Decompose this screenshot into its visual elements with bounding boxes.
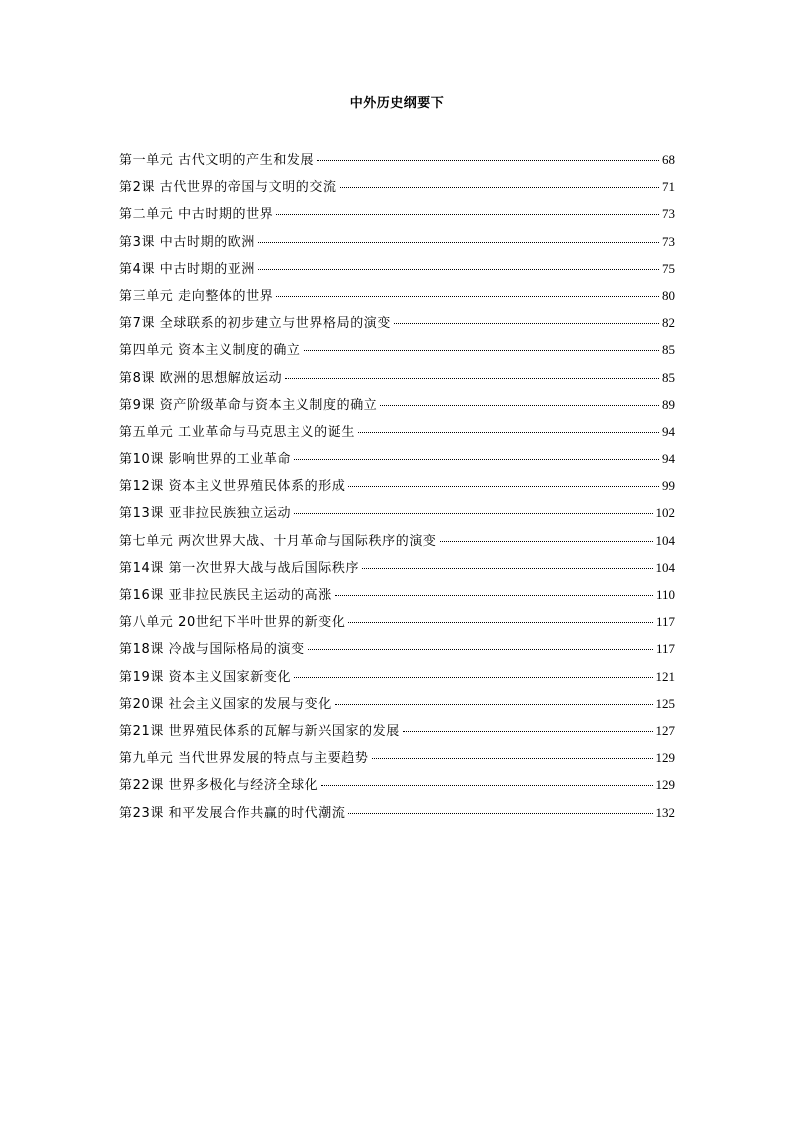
dot-leader xyxy=(294,513,652,514)
dot-leader xyxy=(403,731,653,732)
dot-leader xyxy=(294,677,652,678)
dot-leader xyxy=(348,486,659,487)
toc-entry-title: 第20课 社会主义国家的发展与变化 xyxy=(119,696,332,712)
toc-entry[interactable] xyxy=(119,531,675,558)
toc-entry-page-number: 104 xyxy=(655,559,675,575)
toc-entry-page-number: 71 xyxy=(662,179,675,195)
toc-entry-page-number: 85 xyxy=(662,342,675,358)
toc-entry-title: 第19课 资本主义国家新变化 xyxy=(119,669,292,685)
toc-entry[interactable] xyxy=(119,232,675,259)
toc-entry-title: 第2课 古代世界的帝国与文明的交流 xyxy=(119,180,337,196)
toc-entry-title: 第16课 亚非拉民族民主运动的高涨 xyxy=(119,588,332,603)
toc-entry[interactable] xyxy=(119,775,675,802)
toc-entry-title: 第九单元 当代世界发展的特点与主要趋势 xyxy=(119,751,369,767)
toc-entry-title: 第22课 世界多极化与经济全球化 xyxy=(119,778,319,794)
toc-entry-title: 第八单元 20世纪下半叶世界的新变化 xyxy=(119,615,346,631)
toc-entry-page-number: 68 xyxy=(662,152,675,167)
document-title: 中外历史纲要下 xyxy=(349,96,445,111)
dot-leader xyxy=(394,323,659,324)
dot-leader xyxy=(335,704,653,705)
toc-entry[interactable] xyxy=(119,204,675,231)
toc-entry[interactable] xyxy=(119,476,675,503)
toc-entry[interactable] xyxy=(119,177,675,204)
toc-entry-title: 第21课 世界殖民体系的瓦解与新兴国家的发展 xyxy=(119,723,400,739)
toc-entry-title: 第23课 和平发展合作共赢的时代潮流 xyxy=(119,805,346,821)
toc-entry-title: 第10课 影响世界的工业革命 xyxy=(119,452,292,468)
dot-leader xyxy=(362,568,652,569)
toc-entry-title: 第四单元 资本主义制度的确立 xyxy=(119,343,301,359)
dot-leader xyxy=(276,296,659,297)
toc-entry[interactable] xyxy=(119,667,675,694)
toc-entry-page-number: 117 xyxy=(655,614,675,630)
dot-leader xyxy=(348,622,652,623)
toc-entry[interactable] xyxy=(119,503,675,530)
toc-entry[interactable] xyxy=(119,286,675,313)
toc-entry[interactable] xyxy=(119,803,675,830)
toc-entry[interactable] xyxy=(119,259,675,286)
toc-entry[interactable] xyxy=(119,612,675,639)
dot-leader xyxy=(358,432,659,433)
dot-leader xyxy=(317,160,659,161)
toc-entry-title: 第7课 全球联系的初步建立与世界格局的演变 xyxy=(119,316,392,332)
toc-entry-page-number: 85 xyxy=(662,369,675,385)
toc-entry-page-number: 110 xyxy=(655,587,675,602)
toc-entry-page-number: 89 xyxy=(662,396,675,412)
toc-entry[interactable] xyxy=(119,150,675,177)
toc-entry-page-number: 104 xyxy=(655,532,675,548)
dot-leader xyxy=(340,187,659,188)
toc-entry-page-number: 80 xyxy=(662,287,675,303)
toc-entry[interactable] xyxy=(119,368,675,395)
toc-entry-page-number: 129 xyxy=(655,777,675,793)
toc-entry-title: 第9课 资产阶级革命与资本主义制度的确立 xyxy=(119,397,378,413)
dot-leader xyxy=(258,269,659,270)
toc-entry-title: 第七单元 两次世界大战、十月革命与国际秩序的演变 xyxy=(119,533,437,549)
toc-entry[interactable] xyxy=(119,585,675,612)
toc-entry-page-number: 132 xyxy=(655,804,675,820)
toc-entry-title: 第二单元 中古时期的世界 xyxy=(119,207,274,223)
dot-leader xyxy=(258,242,659,243)
dot-leader xyxy=(321,785,652,786)
toc-entry-title: 第8课 欧洲的思想解放运动 xyxy=(119,370,283,386)
dot-leader xyxy=(372,758,653,759)
toc-entry-page-number: 94 xyxy=(662,423,675,439)
toc-entry-page-number: 125 xyxy=(655,695,675,711)
toc-entry[interactable] xyxy=(119,748,675,775)
toc-entry[interactable] xyxy=(119,395,675,422)
toc-entry-page-number: 73 xyxy=(662,206,675,222)
dot-leader xyxy=(380,405,659,406)
toc-entry-page-number: 94 xyxy=(662,451,675,467)
toc-entry[interactable] xyxy=(119,422,675,449)
toc-entry[interactable] xyxy=(119,313,675,340)
toc-entry[interactable] xyxy=(119,558,675,585)
dot-leader xyxy=(440,541,653,542)
toc-entry-page-number: 117 xyxy=(655,641,675,657)
toc-entry-page-number: 129 xyxy=(655,750,675,766)
toc-entry-title: 第3课 中古时期的欧洲 xyxy=(119,234,256,250)
dot-leader xyxy=(308,649,653,650)
dot-leader xyxy=(335,595,653,596)
toc-entry-page-number: 73 xyxy=(662,233,675,249)
toc-entry-page-number: 82 xyxy=(662,315,675,331)
toc-entry-page-number: 127 xyxy=(655,722,675,738)
toc-entry[interactable] xyxy=(119,694,675,721)
toc-entry-title: 第18课 冷战与国际格局的演变 xyxy=(119,642,305,658)
toc-entry-title: 第五单元 工业革命与马克思主义的诞生 xyxy=(119,424,355,440)
toc-entry-page-number: 121 xyxy=(655,668,675,684)
dot-leader xyxy=(276,214,659,215)
toc-entry-title: 第一单元 古代文明的产生和发展 xyxy=(119,153,315,168)
dot-leader xyxy=(294,459,659,460)
table-of-contents xyxy=(119,150,675,830)
toc-entry-title: 第三单元 走向整体的世界 xyxy=(119,288,274,304)
dot-leader xyxy=(304,350,659,351)
toc-entry-title: 第13课 亚非拉民族独立运动 xyxy=(119,506,292,522)
toc-entry-page-number: 75 xyxy=(662,260,675,276)
dot-leader xyxy=(348,813,652,814)
toc-entry-page-number: 99 xyxy=(662,478,675,494)
toc-entry-title: 第4课 中古时期的亚洲 xyxy=(119,261,256,277)
toc-entry[interactable] xyxy=(119,639,675,666)
toc-entry-title: 第14课 第一次世界大战与战后国际秩序 xyxy=(119,560,360,576)
toc-entry[interactable] xyxy=(119,721,675,748)
toc-entry-page-number: 102 xyxy=(655,505,675,521)
toc-entry-title: 第12课 资本主义世界殖民体系的形成 xyxy=(119,479,346,495)
dot-leader xyxy=(285,378,659,379)
toc-entry[interactable] xyxy=(119,449,675,476)
toc-entry[interactable] xyxy=(119,340,675,367)
